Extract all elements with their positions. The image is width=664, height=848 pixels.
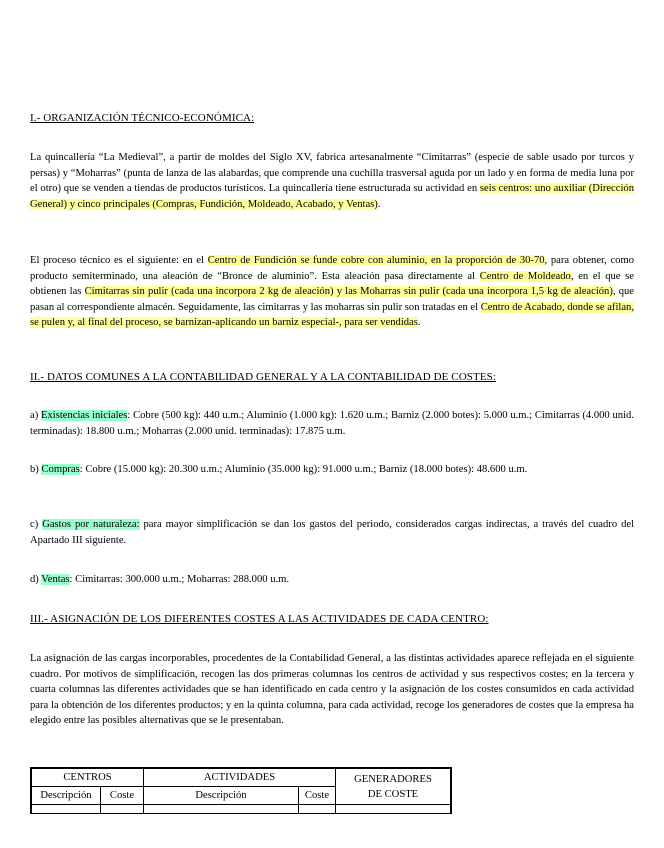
- highlight-centers: seis centros: uno auxiliar (Dirección General) y cinco principales (Compras, Fundición, Moldeado, Acabado, y Ventas): [30, 183, 634, 210]
- table-cell: [144, 805, 299, 814]
- item-c-gastos: [30, 517, 634, 548]
- header-actividades: ACTIVIDADES: [144, 768, 336, 787]
- item-b-compras: [30, 462, 634, 478]
- highlight-acabado: Centro de Acabado, donde se afilan, se pulen y, al final del proceso, se barnizan-aplicando un barniz especial-, para ser vendidas: [30, 301, 634, 329]
- text-run: El proceso técnico es el siguiente: en el: [30, 255, 204, 266]
- highlight-fundicion: Centro de Fundición se funde cobre con aluminio, en la proporción de 30-70: [207, 255, 545, 266]
- table-cell: [299, 805, 336, 814]
- centros-table: [30, 767, 452, 814]
- item-label: Ventas: [41, 574, 70, 585]
- section-2-title: DATOS COMUNES A LA CONTABILIDAD GENERAL Y A LA CONTABILIDAD DE COSTES: [47, 371, 493, 383]
- table-cell: [101, 805, 144, 814]
- header-coste: Coste: [101, 787, 144, 805]
- item-label: Existencias iniciales: [41, 410, 128, 421]
- section-3-number: III.-: [30, 613, 48, 625]
- item-text: : Cobre (15.000 kg): 20.300 u.m.; Aluminio (35.000 kg): 91.000 u.m.; Barniz (18.000 botes): 48.600 u.m.: [79, 464, 528, 475]
- section-1-paragraph-1: [30, 150, 634, 212]
- item-text: : Cobre (500 kg): 440 u.m.; Aluminio (1.000 kg): 1.620 u.m.; Barniz (2.000 botes): 5.000 u.m.; Cimitarras (4.000 unid. terminadas): 18.800 u.m.; Moharras (2.000 unid. terminadas): 17.875 u.m.: [30, 410, 634, 437]
- header-generadores-line-1: GENERADORES: [354, 773, 432, 785]
- header-descripcion-actividad: Descripción: [144, 787, 299, 805]
- section-2-heading: II.- DATOS COMUNES A LA CONTABILIDAD GENERAL Y A LA CONTABILIDAD DE COSTES:: [30, 371, 497, 383]
- section-2-number: II.-: [30, 371, 45, 383]
- item-prefix: c): [30, 519, 39, 530]
- header-coste-actividad: Coste: [299, 787, 336, 805]
- item-prefix: d): [30, 574, 39, 585]
- table-cell: [31, 805, 101, 814]
- item-text: : Cimitarras: 300.000 u.m.; Moharras: 288.000 u.m.: [69, 574, 290, 585]
- text-run: , en el que se obtienen las: [30, 270, 634, 298]
- text-run: La quincallería “La Medieval”, a partir de moldes del Siglo XV, fabrica artesanalmente “Cimitarras” (especie de sable usado por turcos y persas) y “Moharras” (punta de lanza de las alabardas, que comprende una cuchilla trasversal aguda por un lado y en forma de media luna por el otro) que se venden a tiendas de productos turísticos. La quincallería tiene estructurada su actividad en: [30, 152, 634, 195]
- item-a-existencias: [30, 408, 634, 439]
- item-label: Gastos por naturaleza:: [42, 519, 140, 530]
- item-text: para mayor simplificación se dan los gastos del periodo, considerados cargas indirectas, a través del cuadro del Apartado III siguiente.: [30, 519, 635, 546]
- item-label: Compras: [41, 464, 80, 475]
- highlight-moldeado: Centro de Moldeado: [479, 270, 571, 282]
- section-1-heading: I.- ORGANIZACIÓN TÉCNICO-ECONÓMICA:: [30, 112, 255, 124]
- text-run: .: [417, 317, 421, 329]
- header-centros: CENTROS: [31, 768, 144, 787]
- section-1-title: ORGANIZACIÓN TÉCNICO-ECONÓMICA: [43, 112, 252, 124]
- text-run: .: [377, 198, 381, 210]
- header-generadores: [336, 768, 452, 805]
- header-generadores-line-2: DE COSTE: [367, 788, 419, 800]
- item-prefix: a): [30, 410, 39, 421]
- text-run: , para obtener, como producto semiterminado, una aleación de “Bronce de aluminio”. Esta aleación pasa directamente al: [30, 255, 634, 282]
- header-descripcion: Descripción: [31, 787, 101, 805]
- highlight-productos: Cimitarras sin pulir (cada una incorpora 2 kg de aleación) y las Moharras sin pulir (cada una incorpora 1,5 kg de aleación): [84, 286, 613, 298]
- item-prefix: b): [30, 464, 39, 475]
- table-cell: [336, 805, 452, 814]
- section-1-paragraph-2: [30, 253, 634, 331]
- item-d-ventas: [30, 572, 634, 588]
- section-3-paragraph: La asignación de las cargas incorporables, procedentes de la Contabilidad General, a las distintas actividades aparece reflejada en el siguiente cuadro. Por motivos de simplificación, recogen las dos primeras columnas los centros de actividad y sus respectivos costes; en la tercera y cuarta columnas las diferentes actividades que se han identificado en cada centro y la asignación de los costes consumidos en cada actividad para la obtención de los diferentes productos; y en la quinta columna, para cada actividad, recoge los generadores de costes que la empresa ha elegido entre las posibles alternativas que se le presentaban.: [30, 653, 634, 727]
- section-3-title: ASIGNACIÓN DE LOS DIFERENTES COSTES A LAS ACTIVIDADES DE CADA CENTRO: [50, 613, 486, 625]
- text-run: , que pasan al correspondiente almacén. Seguidamente, las cimitarras y las moharras sin pulir son tratadas en el: [30, 286, 634, 313]
- section-3-heading: III.- ASIGNACIÓN DE LOS DIFERENTES COSTES A LAS ACTIVIDADES DE CADA CENTRO:: [30, 613, 489, 625]
- section-1-number: I.-: [30, 112, 41, 124]
